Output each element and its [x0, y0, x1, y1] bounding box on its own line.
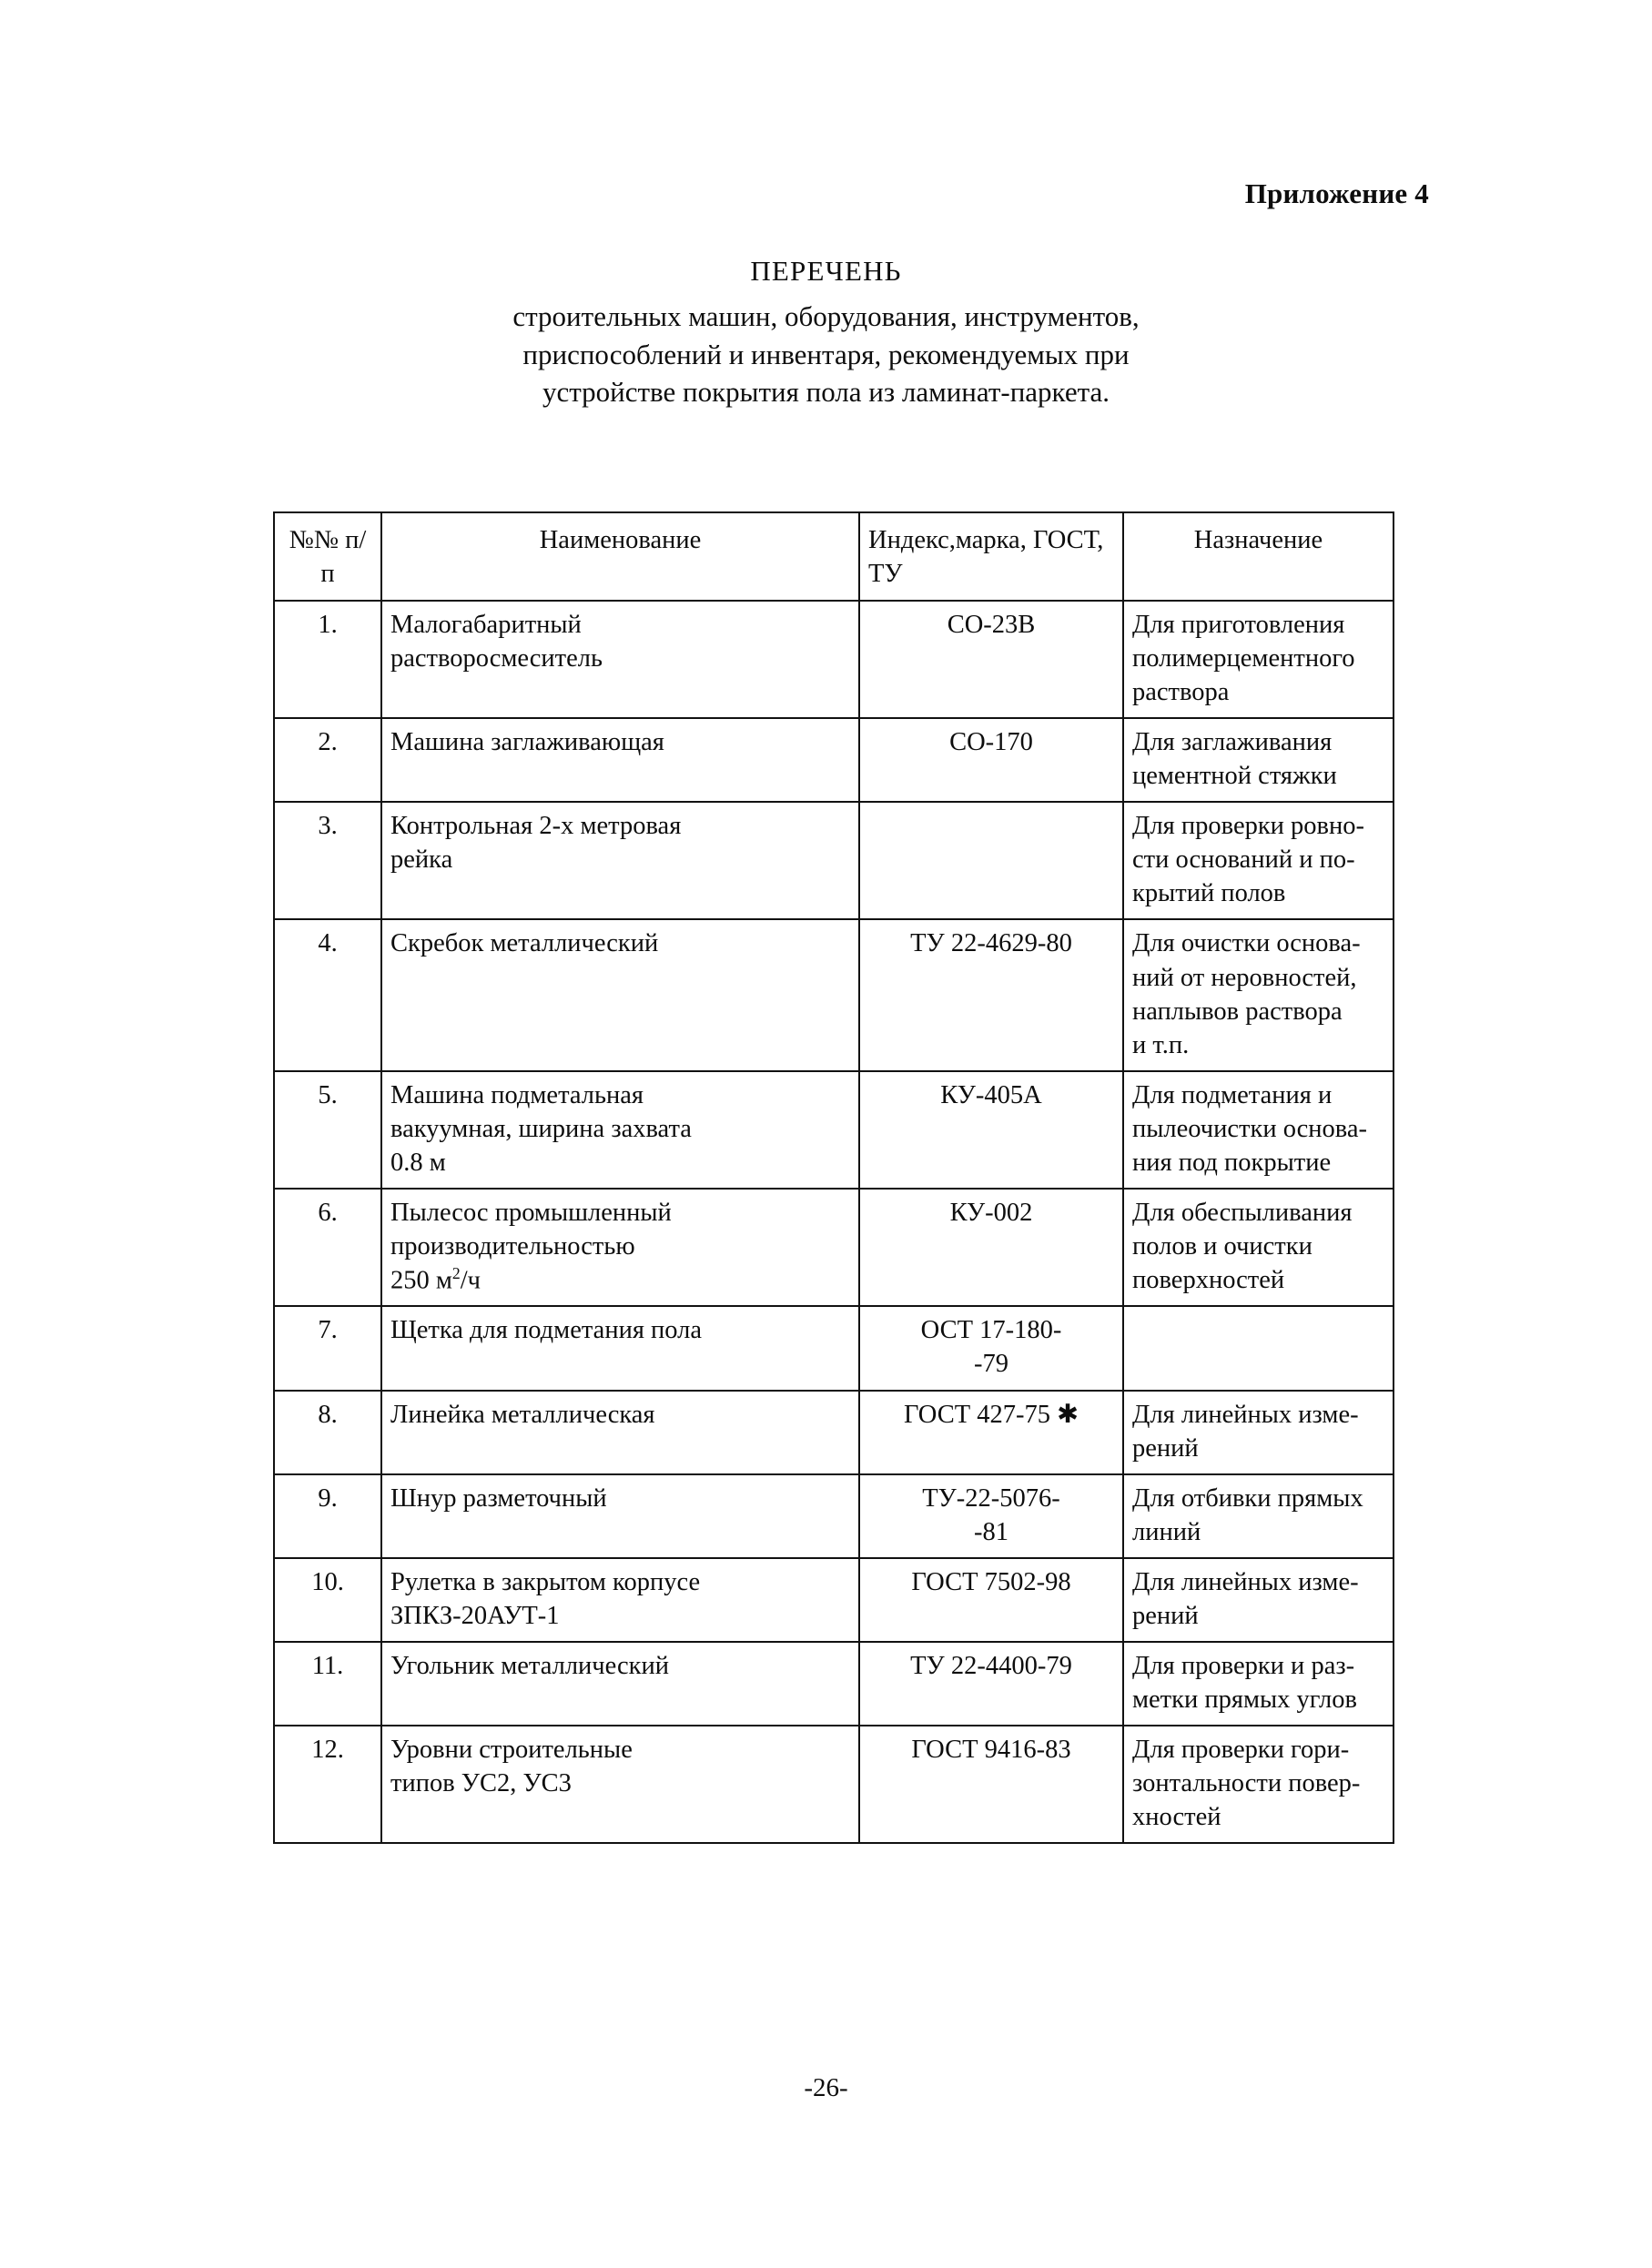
row-purpose-line: Для линейных изме- — [1132, 1400, 1359, 1429]
row-index — [859, 1391, 1123, 1474]
column-header-number-line-1: №№ — [289, 526, 340, 554]
table-row — [274, 1558, 1394, 1642]
row-purpose-line: Для подметания и — [1132, 1080, 1333, 1109]
row-purpose-line: наплывов раствора — [1132, 997, 1343, 1026]
row-name — [381, 1474, 859, 1558]
row-name-line: производительностью — [390, 1231, 635, 1261]
row-index-line: ТУ-22-5076- — [922, 1483, 1060, 1513]
column-header-index-line-2: ГОСТ, ТУ — [868, 526, 1104, 589]
row-name-line: Машина заглаживающая — [390, 728, 664, 757]
page-number: -26- — [804, 2073, 848, 2102]
row-name-line: 250 $м^2/ч$ — [390, 1263, 481, 1295]
row-purpose-line: Для очистки основа- — [1132, 929, 1361, 958]
row-purpose — [1123, 1306, 1394, 1390]
row-index-line: -81 — [974, 1517, 1008, 1546]
row-name-line: ЗПКЗ-20АУТ-1 — [390, 1601, 560, 1630]
row-purpose-line: Для обеспыливания — [1132, 1198, 1353, 1227]
row-name — [381, 718, 859, 802]
row-purpose — [1123, 1474, 1394, 1558]
row-index-line: ГОСТ 427-75 ✱ — [904, 1400, 1079, 1429]
row-number: 12. — [274, 1726, 381, 1843]
row-purpose-line: полов и очистки — [1132, 1231, 1312, 1261]
table-row — [274, 1391, 1394, 1474]
row-name-line: Машина подметальная — [390, 1080, 644, 1109]
row-name-line: Уровни строительные — [390, 1735, 633, 1764]
table-row — [274, 919, 1394, 1070]
row-index-line: КУ-002 — [949, 1198, 1033, 1227]
row-name-line: типов УС2, УС3 — [390, 1768, 572, 1797]
row-purpose-line: ний от неровностей, — [1132, 963, 1357, 992]
row-purpose-line: рений — [1132, 1601, 1199, 1630]
table-row — [274, 1642, 1394, 1726]
row-number: 11. — [274, 1642, 381, 1726]
row-number: 5. — [274, 1071, 381, 1189]
table-row — [274, 601, 1394, 718]
row-name — [381, 1391, 859, 1474]
row-purpose-line: зонтальности повер- — [1132, 1768, 1361, 1797]
row-purpose-line: полимерцементного — [1132, 644, 1355, 673]
row-purpose — [1123, 1391, 1394, 1474]
row-purpose-line: раствора — [1132, 678, 1230, 707]
column-header-number-line-2: п/п — [320, 526, 367, 589]
column-header-number — [274, 512, 381, 601]
row-name — [381, 1189, 859, 1307]
row-number: 4. — [274, 919, 381, 1070]
row-index — [859, 1474, 1123, 1558]
row-purpose-line: поверхностей — [1132, 1265, 1285, 1294]
row-index — [859, 802, 1123, 919]
row-purpose-line: Для приготовления — [1132, 611, 1345, 640]
row-purpose-line: и т.п. — [1132, 1030, 1190, 1059]
row-name-line: Угольник металлический — [390, 1651, 669, 1680]
row-purpose-line: крытий полов — [1132, 879, 1286, 908]
row-purpose-line: пылеочистки основа- — [1132, 1114, 1368, 1143]
row-index — [859, 919, 1123, 1070]
table-header — [274, 512, 1394, 601]
row-name-line: Скребок металлический — [390, 929, 659, 958]
row-purpose-line: метки прямых углов — [1132, 1685, 1357, 1714]
row-index-line: ГОСТ 7502-98 — [911, 1567, 1071, 1596]
appendix-label: Приложение 4 — [1244, 177, 1429, 209]
row-number: 6. — [274, 1189, 381, 1307]
table-header-row — [274, 512, 1394, 601]
table-row — [274, 1071, 1394, 1189]
row-purpose-line: линий — [1132, 1517, 1201, 1546]
table-row — [274, 718, 1394, 802]
table-row — [274, 1474, 1394, 1558]
row-number: 10. — [274, 1558, 381, 1642]
row-name — [381, 601, 859, 718]
row-name — [381, 1558, 859, 1642]
row-index-line: КУ-405А — [940, 1080, 1042, 1109]
row-index — [859, 601, 1123, 718]
row-purpose — [1123, 601, 1394, 718]
row-index-line: СО-170 — [949, 728, 1033, 757]
title-subtitle — [0, 298, 1652, 411]
row-purpose-line: рений — [1132, 1433, 1199, 1463]
table-row — [274, 802, 1394, 919]
column-header-purpose: Назначение — [1123, 512, 1394, 601]
row-purpose-line: сти оснований и по- — [1132, 845, 1355, 875]
row-purpose-line: Для проверки гори- — [1132, 1735, 1350, 1764]
row-purpose — [1123, 1642, 1394, 1726]
row-index-line: СО-23В — [947, 611, 1036, 640]
row-index-line: ОСТ 17-180- — [920, 1316, 1062, 1345]
row-index — [859, 1642, 1123, 1726]
title-subtitle-line-2: приспособлений и инвентаря, рекомендуемых при — [522, 338, 1130, 370]
row-name-line: 0.8 м — [390, 1148, 446, 1177]
row-name-line: растворосмеситель — [390, 644, 603, 673]
row-name — [381, 919, 859, 1070]
row-purpose — [1123, 1726, 1394, 1843]
row-number: 1. — [274, 601, 381, 718]
table-row — [274, 1726, 1394, 1843]
row-index — [859, 1726, 1123, 1843]
row-purpose-line: Для проверки ровно- — [1132, 812, 1365, 841]
row-name-line: Щетка для подметания пола — [390, 1316, 703, 1345]
row-purpose — [1123, 1189, 1394, 1307]
row-name-line: Шнур разметочный — [390, 1483, 607, 1513]
row-name-line: Линейка металлическая — [390, 1400, 655, 1429]
row-number: 9. — [274, 1474, 381, 1558]
row-name-line: вакуумная, ширина захвата — [390, 1114, 692, 1143]
row-purpose-line: цементной стяжки — [1132, 762, 1337, 791]
row-name — [381, 1642, 859, 1726]
row-index-line: ГОСТ 9416-83 — [911, 1735, 1071, 1764]
title-subtitle-line-3: устройстве покрытия пола из ламинат-паркета. — [542, 376, 1110, 409]
row-index — [859, 1558, 1123, 1642]
column-header-index — [859, 512, 1123, 601]
row-purpose-line: ния под покрытие — [1132, 1148, 1332, 1177]
row-index — [859, 718, 1123, 802]
row-index — [859, 1071, 1123, 1189]
inventory-table — [273, 511, 1394, 1844]
page-title: ПЕРЕЧЕНЬ — [750, 255, 902, 287]
row-name-line: рейка — [390, 845, 453, 875]
row-index-line: ТУ 22-4400-79 — [910, 1651, 1072, 1680]
row-number: 3. — [274, 802, 381, 919]
row-index — [859, 1189, 1123, 1307]
row-purpose — [1123, 802, 1394, 919]
row-name-line: Контрольная 2-х метровая — [390, 812, 682, 841]
row-number: 7. — [274, 1306, 381, 1390]
row-name — [381, 1071, 859, 1189]
row-purpose-line: Для отбивки прямых — [1132, 1483, 1363, 1513]
row-purpose-line: Для линейных изме- — [1132, 1567, 1359, 1596]
row-name-line: Рулетка в закрытом корпусе — [390, 1567, 701, 1596]
row-purpose — [1123, 1071, 1394, 1189]
row-name — [381, 1306, 859, 1390]
row-name — [381, 1726, 859, 1843]
column-header-index-line-1: Индекс,марка, — [868, 526, 1027, 554]
row-index — [859, 1306, 1123, 1390]
table-row — [274, 1306, 1394, 1390]
row-number: 2. — [274, 718, 381, 802]
row-purpose-line: хностей — [1132, 1803, 1221, 1831]
row-purpose — [1123, 1558, 1394, 1642]
row-name-line: Малогабаритный — [390, 611, 582, 640]
title-subtitle-line-1: строительных машин, оборудования, инструментов, — [512, 300, 1140, 332]
row-name-line: Пылесос промышленный — [390, 1198, 672, 1227]
row-purpose — [1123, 718, 1394, 802]
document-title-block — [0, 255, 1652, 411]
row-purpose-line: Для проверки и раз- — [1132, 1651, 1355, 1680]
row-index-line: ТУ 22-4629-80 — [910, 929, 1072, 958]
table-row — [274, 1189, 1394, 1307]
row-purpose — [1123, 919, 1394, 1070]
row-purpose-line: Для заглаживания — [1132, 728, 1333, 757]
row-index-line: -79 — [974, 1350, 1008, 1379]
column-header-name: Наименование — [381, 512, 859, 601]
row-number: 8. — [274, 1391, 381, 1474]
row-name — [381, 802, 859, 919]
table-body — [274, 601, 1394, 1843]
